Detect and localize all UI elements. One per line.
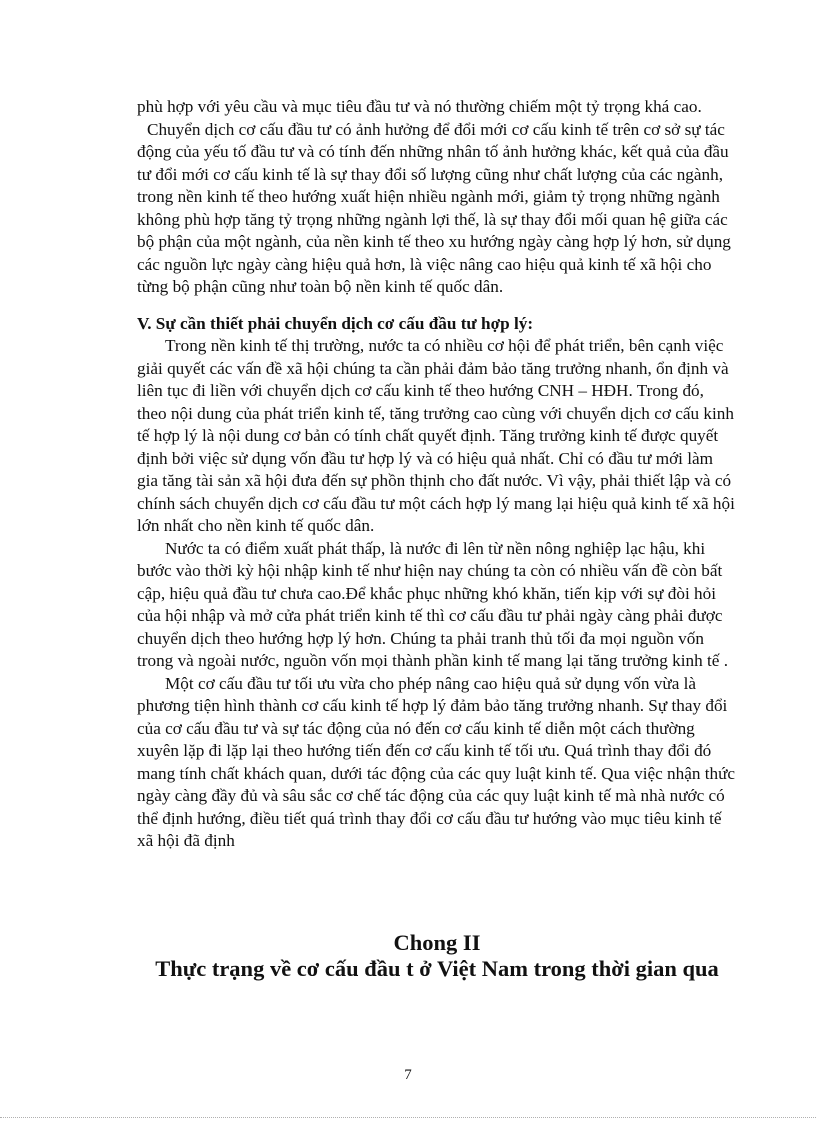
body-text xyxy=(137,96,737,853)
page-number: 7 xyxy=(404,1067,412,1083)
footer-divider xyxy=(0,1117,816,1118)
chapter-number: Chong II xyxy=(393,930,481,955)
section-heading: V. Sự cần thiết phải chuyển dịch cơ cấu đầu tư hợp lý: xyxy=(137,313,534,333)
chapter-title: Thực trạng về cơ cấu đầu t ở Việt Nam trong thời gian qua xyxy=(155,956,719,981)
chapter-heading xyxy=(137,930,737,982)
paragraph-2: Chuyển dịch cơ cấu đầu tư có ảnh hưởng để đổi mới cơ cấu kinh tế trên cơ sở sự tác động của yếu tố đầu tư và có tính đến những nhân tố ảnh hưởng khác, kết quả của đầu tư đổi mới cơ cấu kinh tế là sự thay đổi số lượng cũng như chất lượng của các ngành, trong nền kinh tế theo hướng xuất hiện nhiều ngành mới, giảm tỷ trọng những ngành không phù hợp tăng tỷ trọng những ngành lợi thế, là sự thay đổi mối quan hệ giữa các bộ phận của một ngành, của nền kinh tế theo xu hướng ngày càng hợp lý hơn, sử dụng các nguồn lực ngày càng hiệu quả hơn, là việc nâng cao hiệu quả kinh tế xã hội cho từng bộ phận cũng như toàn bộ nền kinh tế quốc dân. xyxy=(137,119,731,296)
paragraph-1: phù hợp với yêu cầu và mục tiêu đầu tư và nó thường chiếm một tỷ trọng khá cao. xyxy=(137,97,702,116)
paragraph-5: Một cơ cấu đầu tư tối ưu vừa cho phép nâng cao hiệu quả sử dụng vốn vừa là phương tiện hình thành cơ cấu kinh tế hợp lý đảm bảo tăng trưởng nhanh. Sự thay đổi của cơ cấu đầu tư và sự tác động của nó đến cơ cấu kinh tế diễn một cách thường xuyên lặp đi lặp lại theo hướng tiến đến cơ cấu kinh tế tối ưu. Quá trình thay đổi đó mang tính chất khách quan, dưới tác động của các quy luật kinh tế. Qua việc nhận thức ngày càng đầy đủ và sâu sắc cơ chế tác động của các quy luật kinh tế mà nhà nước có thể định hướng, điều tiết quá trình thay đổi cơ cấu đầu tư hướng vào mục tiêu kinh tế xã hội đã định xyxy=(137,673,736,850)
paragraph-3: Trong nền kinh tế thị trường, nước ta có nhiều cơ hội để phát triển, bên cạnh việc giải quyết các vấn đề xã hội chúng ta cần phải đảm bảo tăng trưởng nhanh, ổn định và liên tục đi liền với chuyển dịch cơ cấu kinh tế theo hướng CNH – HĐH. Trong đó, theo nội dung của phát triển kinh tế, tăng trưởng cao cùng với chuyển dịch cơ cấu kinh tế hợp lý là nội dung cơ bản có tính chất quyết định. Tăng trưởng kinh tế được quyết định bởi việc sử dụng vốn đầu tư hợp lý và có hiệu quả nhất. Chỉ có đầu tư mới làm gia tăng tài sản xã hội đưa đến sự phồn thịnh cho đất nước. Vì vậy, phải thiết lập và có chính sách chuyển dịch cơ cấu đầu tư một cách hợp lý mang lại hiệu quả kinh tế xã hội lớn nhất cho nền kinh tế quốc dân. xyxy=(137,336,735,535)
paragraph-4: Nước ta có điểm xuất phát thấp, là nước đi lên từ nền nông nghiệp lạc hậu, khi bước vào thời kỳ hội nhập kinh tế như hiện nay chúng ta còn có nhiều vấn đề còn bất cập, hiệu quả đầu tư chưa cao.Để khắc phục những khó khăn, tiến kịp với sự đòi hỏi của hội nhập và mở cửa phát triển kinh tế thì cơ cấu đầu tư phải ngày càng phải được chuyển dịch theo hướng hợp lý hơn. Chúng ta phải tranh thủ tối đa mọi nguồn vốn trong và ngoài nước, nguồn vốn mọi thành phần kinh tế mang lại tăng trưởng kinh tế . xyxy=(137,538,729,670)
